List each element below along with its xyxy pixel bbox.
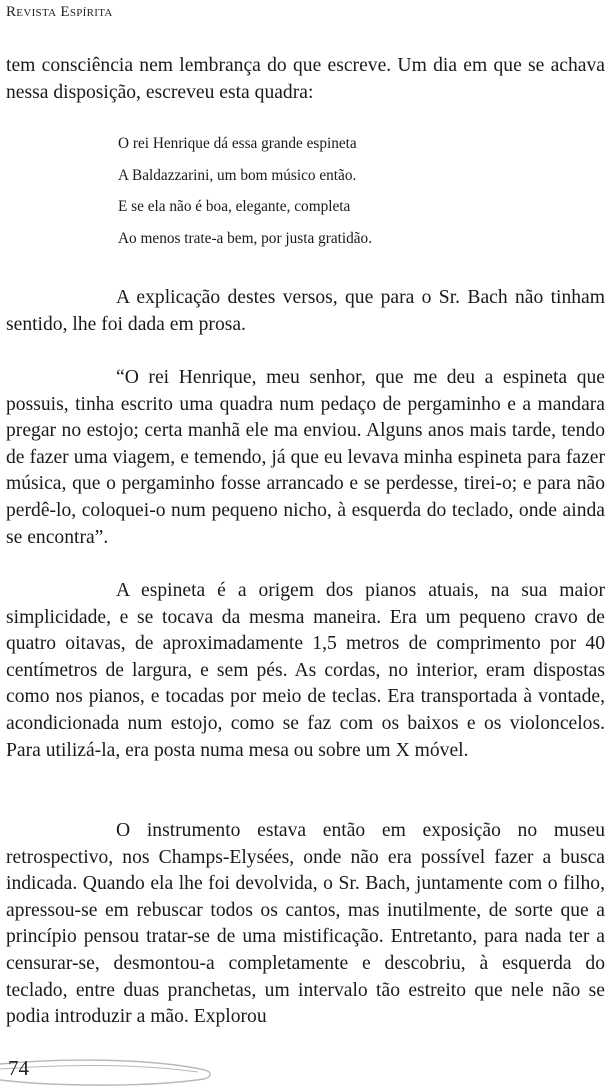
verse-block: [118, 134, 598, 260]
paragraph-instrument-search: O instrumento estava então em exposição no museu retrospectivo, nos Champs-Elysées, onde não era possível fazer a busca indicada. Quando ela lhe foi devolvida, o Sr. Bach, juntamente com o filho, apressou-se em rebuscar todos os cantos, mas inutilmente, de sorte que a princípio pensou tratar-se de uma mistificação. Entretanto, para nada ter a censurar-se, desmontou-a completamente e descobriu, à esquerda do teclado, entre duas pranchetas, um intervalo tão estreito que nele não se podia introduzir a mão. Explorou: [6, 820, 605, 1028]
footer-swoosh-curve-inner: [0, 1066, 198, 1072]
paragraph-quote: “O rei Henrique, meu senhor, que me deu a espineta que possuis, tinha escrito uma quadra num pedaço de pergaminho e a mandara pregar no estojo; certa manhã ele ma enviou. Alguns anos mais tarde, tendo de fazer uma viagem, e temendo, já que eu levava minha espineta para fazer música, que o pergaminho fosse arrancado e se perdesse, tirei-o; e para não perdê-lo, coloquei-o num pequeno nicho, à esquerda do teclado, onde ainda se encontra”.: [6, 367, 605, 548]
running-header: Revista Espírita: [6, 4, 113, 20]
paragraph-spinet-description: A espineta é a origem dos pianos atuais, na sua maior simplicidade, e se tocava da mesma maneira. Era um pequeno cravo de quatro oitavas, de aproximadamente 1,5 metros de comprimento por 40 centímetros de largura, e sem pés. As cordas, no interior, eram dispostas como nos pianos, e tocadas por meio de teclas. Era transportada à vontade, acondicionada num estojo, como se faz com os baixos e os violoncelos. Para utilizá-la, era posta numa mesa ou sobre um X móvel.: [6, 580, 605, 761]
lead-text: tem consciência nem lembrança do que escreve. Um dia em que se achava nessa disposição, escreveu esta quadra:: [6, 55, 605, 103]
verse-line: Ao menos trate-a bem, por justa gratidão.: [118, 229, 373, 247]
paragraph-explanation: A explicação destes versos, que para o Sr. Bach não tinham sentido, lhe foi dada em prosa.: [6, 287, 605, 335]
verse-line: A Baldazzarini, um bom músico então.: [118, 166, 357, 184]
footer-ornament: [0, 1050, 220, 1089]
footer-swoosh-curve: [0, 1060, 210, 1085]
verse-line: O rei Henrique dá essa grande espineta: [118, 135, 357, 152]
page-number: 74: [8, 1056, 29, 1080]
verse-line: E se ela não é boa, elegante, completa: [118, 198, 351, 216]
